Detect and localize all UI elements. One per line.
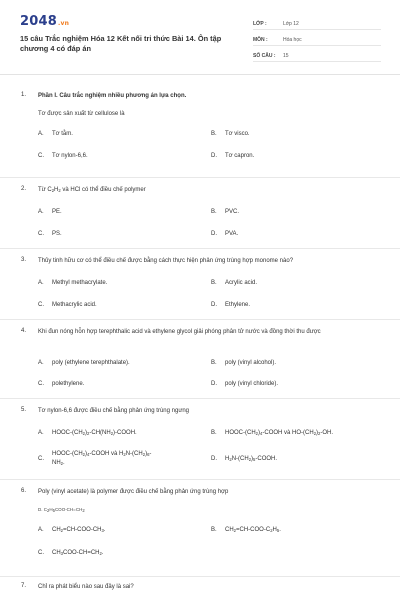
option-text: Methacrylic acid. bbox=[52, 302, 97, 308]
option-text: $CH_2=CH-COO-C_2H_5$. bbox=[225, 527, 281, 533]
option-text: PVA. bbox=[225, 231, 239, 237]
option-text: Acrylic acid. bbox=[225, 280, 258, 286]
option-key: C. bbox=[38, 302, 44, 308]
option-key: A. bbox=[38, 131, 44, 137]
option-c[interactable] bbox=[38, 450, 198, 468]
option-key: A. bbox=[38, 360, 44, 366]
option-c[interactable] bbox=[38, 550, 104, 556]
meta-value: 15 bbox=[283, 53, 289, 59]
option-c[interactable] bbox=[38, 381, 84, 387]
option-b[interactable] bbox=[211, 131, 250, 137]
meta-row-class bbox=[253, 17, 381, 30]
option-key: B. bbox=[211, 430, 217, 436]
document-title: 15 câu Trắc nghiệm Hóa 12 Kết nối tri thức Bài 14. Ôn tập chương 4 có đáp án bbox=[20, 34, 222, 53]
meta-row-subject bbox=[253, 33, 381, 46]
document-header bbox=[0, 0, 400, 75]
option-text: poly (vinyl chloride). bbox=[225, 381, 279, 387]
option-key: A. bbox=[38, 280, 44, 286]
question-text: Poly (vinyl acetate) là polymer được điều chế bằng phản ứng trùng hợp bbox=[38, 489, 229, 495]
question-text: Chỉ ra phát biểu nào sau đây là sai? bbox=[38, 584, 134, 590]
option-text: PS. bbox=[52, 231, 62, 237]
option-b[interactable] bbox=[211, 209, 239, 215]
question-number: 2. bbox=[21, 186, 27, 192]
option-a[interactable] bbox=[38, 360, 130, 366]
question-number: 6. bbox=[21, 488, 27, 494]
option-text: HOOC-$(CH_2)_4$-COOH và $H_2N-(CH_2)_6-NH_2$. bbox=[52, 451, 152, 466]
option-b[interactable] bbox=[211, 430, 333, 436]
option-text: Methyl methacrylate. bbox=[52, 280, 108, 286]
option-key: C. bbox=[38, 153, 44, 159]
meta-label: MÔN : bbox=[253, 37, 268, 43]
question-text: Khi đun nóng hỗn hợp terephthalic acid và ethylene glycol giải phóng phân tử nước và đồng thời thu được bbox=[38, 329, 321, 335]
option-text: Ethylene. bbox=[225, 302, 251, 308]
option-text: $CH_2=CH-COO-CH_3$. bbox=[52, 527, 106, 533]
option-a[interactable] bbox=[38, 131, 73, 137]
option-text: polethylene. bbox=[52, 381, 85, 387]
option-b[interactable] bbox=[211, 280, 257, 286]
logo-text: 2048 bbox=[20, 14, 57, 29]
question-text: Tơ nylon-6,6 được điều chế bằng phản ứng trùng ngưng bbox=[38, 408, 190, 414]
meta-value: Hóa học bbox=[283, 37, 302, 43]
section-heading: Phần I. Câu trắc nghiệm nhiều phương án lựa chọn. bbox=[38, 93, 187, 99]
meta-label: LỚP : bbox=[253, 21, 267, 27]
meta-value: Lớp 12 bbox=[283, 21, 299, 27]
option-key: B. bbox=[211, 360, 217, 366]
option-c[interactable] bbox=[38, 153, 88, 159]
option-c[interactable] bbox=[38, 302, 97, 308]
option-text: poly (vinyl alcohol). bbox=[225, 360, 277, 366]
answer-note: D. $C_2H_5COO-CH=CH_2$ bbox=[38, 507, 85, 513]
question-2 bbox=[0, 178, 400, 248]
option-text: PVC. bbox=[225, 209, 240, 215]
option-key: D. bbox=[211, 302, 217, 308]
site-logo[interactable] bbox=[20, 14, 69, 29]
option-d[interactable] bbox=[211, 302, 250, 308]
question-list bbox=[0, 74, 400, 597]
option-d[interactable] bbox=[211, 381, 278, 387]
option-key: C. bbox=[38, 231, 44, 237]
option-key: C. bbox=[38, 550, 44, 556]
document-meta bbox=[253, 17, 381, 65]
question-number: 7. bbox=[21, 583, 27, 589]
question-7 bbox=[0, 577, 400, 597]
option-d[interactable] bbox=[211, 231, 238, 237]
option-key: B. bbox=[211, 280, 217, 286]
option-b[interactable] bbox=[211, 360, 276, 366]
question-5 bbox=[0, 399, 400, 479]
option-key: A. bbox=[38, 430, 44, 436]
question-text: Từ $C_2H_2$ và HCl có thể điều chế polymer bbox=[38, 187, 146, 193]
question-number: 1. bbox=[21, 92, 27, 98]
option-text: $CH_3COO-CH=CH_2$. bbox=[52, 550, 104, 556]
option-d[interactable] bbox=[211, 153, 254, 159]
question-text: Thủy tinh hữu cơ có thể điều chế được bằng cách thực hiện phản ứng trùng hợp monome nào? bbox=[38, 258, 294, 264]
option-key: D. bbox=[211, 456, 217, 462]
option-b[interactable] bbox=[211, 527, 281, 533]
option-key: A. bbox=[38, 209, 44, 215]
option-a[interactable] bbox=[38, 430, 137, 436]
logo-suffix: .vn bbox=[57, 20, 70, 27]
meta-label: SỐ CÂU : bbox=[253, 53, 276, 59]
question-4 bbox=[0, 320, 400, 398]
option-a[interactable] bbox=[38, 527, 106, 533]
option-key: B. bbox=[211, 131, 217, 137]
option-text: Tơ tằm. bbox=[52, 131, 73, 137]
option-text: poly (ethylene terephthalate). bbox=[52, 360, 130, 366]
option-key: A. bbox=[38, 527, 44, 533]
meta-row-count bbox=[253, 49, 381, 62]
question-6 bbox=[0, 480, 400, 576]
question-3 bbox=[0, 249, 400, 319]
option-key: D. bbox=[211, 381, 217, 387]
option-c[interactable] bbox=[38, 231, 62, 237]
option-key: D. bbox=[211, 153, 217, 159]
option-d[interactable] bbox=[211, 456, 277, 462]
question-number: 4. bbox=[21, 328, 27, 334]
question-number: 3. bbox=[21, 257, 27, 263]
option-key: B. bbox=[211, 209, 217, 215]
option-text: Tơ capron. bbox=[225, 153, 255, 159]
option-text: HOOC-$(CH_2)_2-CH(NH_2)$-COOH. bbox=[52, 430, 137, 436]
option-a[interactable] bbox=[38, 209, 62, 215]
option-text: $H_2N-(CH_2)_5$-COOH. bbox=[225, 456, 278, 462]
question-text: Tơ được sản xuất từ cellulose là bbox=[38, 111, 125, 117]
option-a[interactable] bbox=[38, 280, 107, 286]
question-1 bbox=[0, 74, 400, 177]
option-text: Tơ nylon-6,6. bbox=[52, 153, 88, 159]
question-number: 5. bbox=[21, 407, 27, 413]
option-key: C. bbox=[38, 456, 44, 462]
option-text: HOOC-$(CH_2)_4$-COOH và $HO-(CH_2)_2-OH$. bbox=[225, 430, 334, 436]
option-key: C. bbox=[38, 381, 44, 387]
option-text: Tơ visco. bbox=[225, 131, 250, 137]
option-key: D. bbox=[211, 231, 217, 237]
option-text: PE. bbox=[52, 209, 62, 215]
option-key: B. bbox=[211, 527, 217, 533]
